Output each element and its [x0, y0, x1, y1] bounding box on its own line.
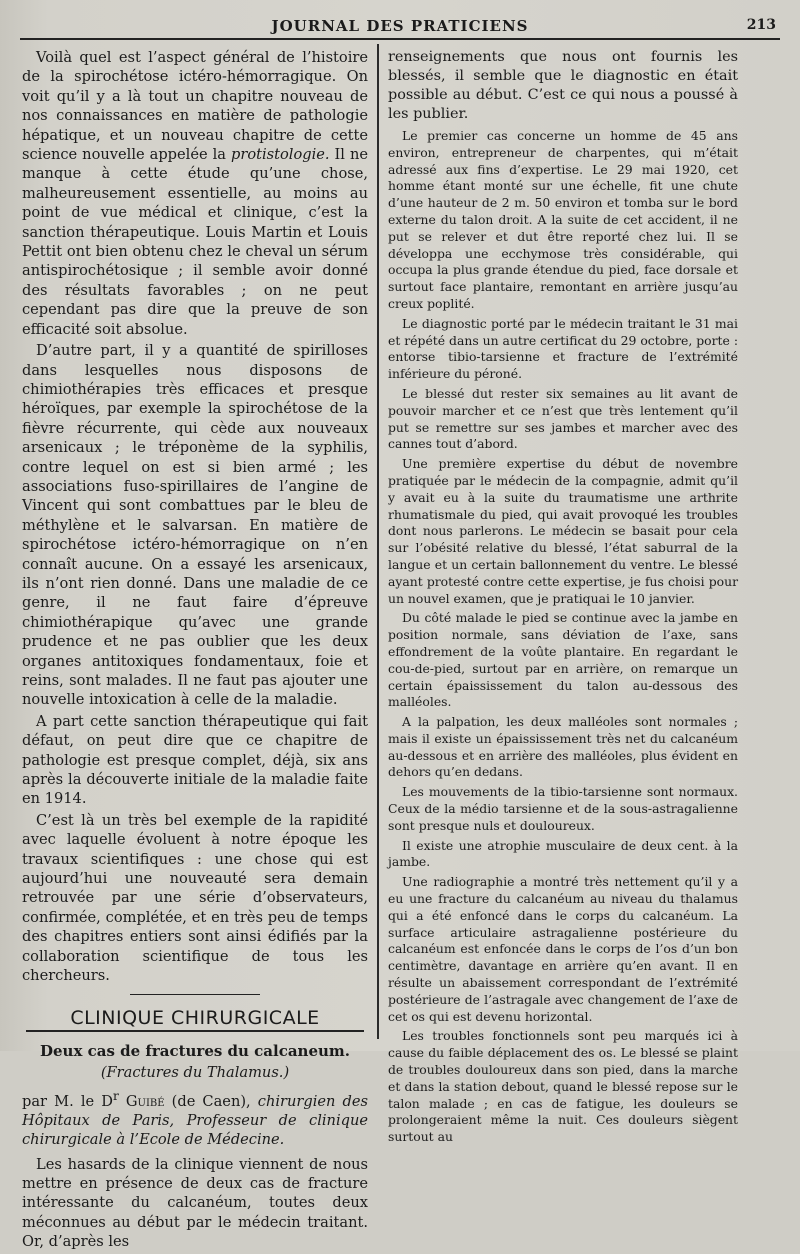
journal-title: JOURNAL DES PRATICIENS: [271, 17, 529, 35]
paragraph: Voilà quel est l’aspect général de l’histoire de la spirochétose ictéro-hémorragique. On voit qu’il y a là tout un chapitre nouveau de nos connaissances en matière de pathologie hépatique, et un nouveau chapitre de cette science nouvelle appelée la protistologie. Il ne manque à cette étude qu’une chose, malheureusement essentielle, au moins au point de vue médical et clinique, c’est la sanction thérapeutique. Louis Martin et Louis Pettit ont bien obtenu chez le cheval un sérum antispirochétosique ; il semble avoir donné des résultats favorables ; on ne peut cependant pas dire que la preuve de son efficacité soit absolue.: [22, 49, 369, 338]
paragraph: Il existe une atrophie musculaire de deux cent. à la jambe.: [388, 837, 738, 870]
right-column: [388, 48, 738, 1149]
article-end-rule: [130, 994, 260, 995]
paragraph: Les mouvements de la tibio-tarsienne sont normaux. Ceux de la médio tarsienne et de la sous-astragalienne sont presque nuls et douloureux.: [388, 784, 738, 833]
paragraph: A la palpation, les deux malléoles sont normales ; mais il existe un épaississement très net du calcanéum au-dessous et en arrière des malléoles, plus évident en dehors qu’en dedans.: [388, 714, 738, 780]
left-column: [22, 48, 368, 1254]
paragraph: C’est là un très bel exemple de la rapidité avec laquelle évoluent à notre époque les travaux scientifiques : une chose qui est aujourd’hui une nouveauté sera demain retrouvée par une série d’observateurs, confirmée, complétée, et en très peu de temps des chapitres entiers sont ainsi édifiés par la collaboration scientifique de tous les chercheurs.: [22, 811, 368, 985]
paragraph: Les troubles fonctionnels sont peu marqués ici à cause du faible déplacement des os. Le blessé se plaint de troubles douloureux dans son pied, dans la marche et dans la station debout, quand le blessé repose sur le talon malade ; en cas de fatigue, les douleurs se prolongeraient même la nuit. Ces douleurs siègent surtout au: [388, 1028, 738, 1145]
article-title: Deux cas de fractures du calcaneum.: [39, 1041, 351, 1060]
paragraph: Une première expertise du début de novembre pratiquée par le médecin de la compagnie, admit qu’il y avait eu à la suite du traumatisme une arthrite rhumatismale du pied, qui avait provoqué les troubles dont nous parlerons. Le médecin se basait pour cela sur l’obésité relative du blessé, l’état saburral de la langue et un certain ballonnement du ventre. Le blessé ayant protesté contre cette expertise, je fus choisi pour un nouvel examen, que je pratiquai le 10 janvier.: [388, 456, 738, 606]
paragraph: Du côté malade le pied se continue avec la jambe en position normale, sans déviation de l’axe, sans effondrement de la voûte plantaire. En regardant le cou-de-pied, surtout par en arrière, on remarque un certain épaississement du talon au-dessous des malléoles.: [388, 610, 738, 710]
column-divider: [377, 44, 379, 1039]
paragraph: Le blessé dut rester six semaines au lit avant de pouvoir marcher et ce n’est que très lentement qu’il put se remettre sur ses jambes et marcher avec des cannes tout d’abord.: [388, 385, 738, 452]
running-header: [20, 14, 780, 40]
article-byline: par M. le $D^r$ Guibé (de Caen), chirurgien des Hôpitaux de Paris, Professeur de clinique chirurgicale à l’Ecole de Médecine.: [22, 1088, 368, 1148]
paragraph: Une radiographie a montré très nettement qu’il y a eu une fracture du calcanéum au niveau du thalamus qui a été enfoncé dans le corps du calcanéum. La surface articulaire astragalienne postérieure du calcanéum est enfoncée dans le corps de l’os d’un bon centimètre, davantage en arrière qu’en avant. Il en résulte un abaissement correspondant de l’extrémité postérieure de l’astragale avec changement de l’axe de cet os qui est devenu horizontal.: [388, 874, 738, 1024]
page-number: 213: [746, 17, 776, 33]
paragraph: D’autre part, il y a quantité de spirilloses dans lesquelles nous disposons de chimiothérapies très efficaces et presque héroïques, par exemple la spirochétose de la fièvre récurrente, qui cède aux nouveaux arsenicaux ; le tréponème de la syphilis, contre lequel on est si bien armé ; les associations fuso-spirillaires de l’angine de Vincent qui sont combattues par le bleu de méthylène et le salvarsan. En matière de spirochétose ictéro-hémorragique on n’en connaît aucune. On a essayé les arsenicaux, ils n’ont rien donné. Dans une maladie de ce genre, il ne faut faire d’épreuve chimiothérapique qu’avec une grande prudence et ne pas oublier que les deux organes antitoxiques fondamentaux, foie et reins, sont malades. Il ne faut pas ajouter une nouvelle intoxication à celle de la maladie.: [22, 342, 368, 709]
paragraph: Le diagnostic porté par le médecin traitant le 31 mai et répété dans un autre certificat du 29 octobre, porte : entorse tibio-tarsienne et fracture de l’extrémité inférieure du péroné.: [388, 315, 738, 382]
paragraph: Le premier cas concerne un homme de 45 ans environ, entrepreneur de charpentes, qui m’était adressé aux fins d’expertise. Le 29 mai 1920, cet homme étant monté sur une échelle, fit une chute d’une hauteur de 2 m. 50 environ et tomba sur le bord externe du talon droit. A la suite de cet accident, il ne put se relever et dut être reporté chez lui. Il se développa une ecchymose très considérable, qui occupa la plus grande étendue du pied, face dorsale et surtout face plantaire, remontant en arrière jusqu’au creux poplité.: [388, 128, 738, 311]
paragraph: renseignements que nous ont fournis les blessés, il semble que le diagnostic en était possible au début. C’est ce qui nous a poussé à les publier.: [388, 49, 738, 122]
section-heading: CLINIQUE CHIRURGICALE: [26, 1009, 364, 1032]
paragraph: Les hasards de la clinique viennent de nous mettre en présence de deux cas de fracture intéressante du calcanéum, toutes deux méconnues au début par le médecin traitant. Or, d’après les: [22, 1155, 368, 1251]
article-subtitle: (Fractures du Thalamus.): [100, 1064, 290, 1082]
paragraph: A part cette sanction thérapeutique qui fait défaut, on peut dire que ce chapitre de pathologie est presque complet, déjà, six ans après la découverte initiale de la maladie faite en 1914.: [22, 712, 368, 808]
